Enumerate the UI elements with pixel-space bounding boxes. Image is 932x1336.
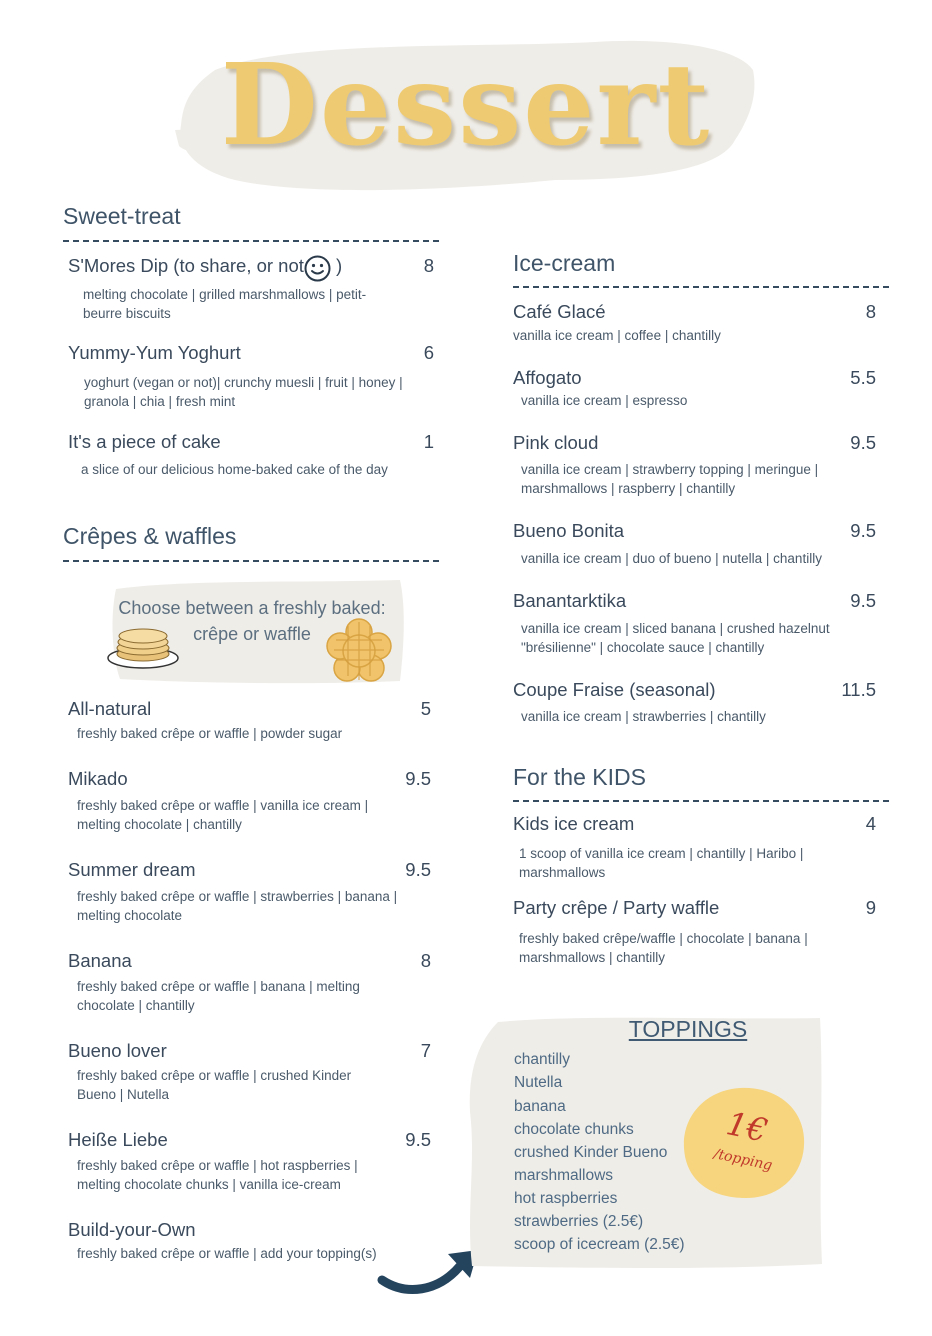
item-description: marshmallows | raspberry | chantilly [521,481,736,496]
item-name: Heiße Liebe [68,1129,168,1150]
item-description: vanilla ice cream | strawberry topping | meringue | [521,462,819,477]
topping-item: scoop of icecream (2.5€) [514,1236,685,1253]
topping-item: banana [514,1098,566,1115]
item-price: 8 [423,255,434,276]
item-description: yoghurt (vegan or not)| crunchy muesli | fruit | honey | [84,375,403,390]
menu-item-party-crepe [513,897,879,967]
menu-item-pink-cloud [513,432,879,502]
menu-item-mikado [68,768,434,838]
item-description: granola | chia | fresh mint [84,394,236,409]
choose-text-line2: crêpe or waffle [193,624,311,644]
item-description: freshly baked crêpe or waffle | banana | melting [77,979,360,994]
section-divider [63,240,439,242]
item-name: Mikado [68,768,128,789]
item-price: 9.5 [405,768,431,789]
item-description: freshly baked crêpe or waffle | powder sugar [77,726,343,741]
item-description: melting chocolate chunks | vanilla ice-cream [77,1177,341,1192]
section-divider [63,560,439,562]
item-description: marshmallows | chantilly [519,950,666,965]
item-price: 4 [865,813,876,834]
item-name: Build-your-Own [68,1219,196,1240]
item-price: 8 [420,950,431,971]
item-price: 5.5 [850,367,876,388]
menu-item-heisse-liebe [68,1129,434,1199]
item-name: Banantarktika [513,590,627,611]
crepe-stack-icon [106,622,180,670]
topping-item: chocolate chunks [514,1121,634,1138]
menu-item-bueno-bonita [513,520,879,570]
item-name: Café Glacé [513,301,606,322]
menu-title: Dessert [220,40,712,171]
item-description: vanilla ice cream | strawberries | chantilly [521,709,766,724]
item-name: Party crêpe / Party waffle [513,897,720,918]
section-divider [513,800,889,802]
item-name: All-natural [68,698,152,719]
item-description: melting chocolate | chantilly [77,817,242,832]
item-price: 11.5 [841,679,876,700]
item-name: Yummy-Yum Yoghurt [68,342,241,363]
section-heading-kids: For the KIDS [513,764,646,790]
item-price: 6 [423,342,434,363]
item-name-suffix: ) [336,255,343,276]
menu-item-banana [68,950,434,1020]
waffle-icon [326,618,392,684]
menu-item-coupe-fraise [513,679,879,729]
item-name: S'Mores Dip (to share, or not [68,255,304,276]
item-description: beurre biscuits [83,306,171,321]
item-description: freshly baked crêpe or waffle | hot raspberries | [77,1158,358,1173]
item-description: marshmallows [519,865,606,880]
item-price: 9 [865,897,876,918]
item-description: melting chocolate | grilled marshmallows | petit- [83,287,367,302]
item-price: 5 [420,698,431,719]
topping-item: hot raspberries [514,1190,618,1207]
item-name: Affogato [513,367,582,388]
menu-item-all-natural [68,698,434,748]
item-price: 8 [865,301,876,322]
item-price: 9.5 [850,590,876,611]
item-name: Summer dream [68,859,196,880]
item-description: freshly baked crêpe or waffle | strawberries | banana | [77,889,398,904]
section-heading-ice-cream: Ice-cream [513,250,616,276]
item-description: vanilla ice cream | espresso [521,393,688,408]
topping-price: 1€ [723,1104,771,1150]
menu-item-banantarktika [513,590,879,660]
menu-item-yummy-yum-yoghurt [68,342,434,412]
item-name: Banana [68,950,132,971]
smiley-icon [304,255,331,282]
section-divider [513,286,889,288]
item-description: freshly baked crêpe or waffle | crushed Kinder [77,1068,352,1083]
topping-item: marshmallows [514,1167,614,1184]
item-description: freshly baked crêpe or waffle | add your topping(s) [77,1246,377,1261]
item-name: Bueno Bonita [513,520,625,541]
topping-price-unit: /topping [712,1146,774,1174]
item-description: melting chocolate [77,908,183,923]
menu-item-summer-dream [68,859,434,929]
topping-item: strawberries (2.5€) [514,1213,644,1230]
item-price: 9.5 [850,520,876,541]
section-heading-crepes-waffles: Crêpes & waffles [63,523,237,549]
item-name: Pink cloud [513,432,599,453]
item-price: 9.5 [405,859,431,880]
menu-item-bueno-lover [68,1040,434,1110]
item-description: freshly baked crêpe/waffle | chocolate | banana | [519,931,808,946]
section-heading-sweet-treat: Sweet-treat [63,203,181,229]
item-description: freshly baked crêpe or waffle | vanilla ice cream | [77,798,369,813]
topping-item: crushed Kinder Bueno [514,1144,668,1161]
item-name: Coupe Fraise (seasonal) [513,679,716,700]
menu-item-smores-dip [68,255,434,325]
item-description: "brésilienne" | chocolate sauce | chantilly [521,640,765,655]
item-description: chocolate | chantilly [77,998,195,1013]
menu-item-kids-ice-cream [513,813,879,883]
topping-item: Nutella [514,1074,563,1091]
item-name: It's a piece of cake [68,431,221,452]
choose-text-line1: Choose between a freshly baked: [118,598,386,618]
menu-item-cafe-glace [513,301,879,351]
item-name: Kids ice cream [513,813,635,834]
menu-item-piece-of-cake [68,431,434,481]
menu-item-affogato [513,367,879,417]
item-price: 9.5 [850,432,876,453]
item-description: vanilla ice cream | coffee | chantilly [513,328,721,343]
item-description: Bueno | Nutella [77,1087,170,1102]
item-description: vanilla ice cream | duo of bueno | nutella | chantilly [521,551,822,566]
item-name: Bueno lover [68,1040,167,1061]
toppings-heading: TOPPINGS [628,1016,748,1042]
item-price: 9.5 [405,1129,431,1150]
topping-item: chantilly [514,1051,570,1068]
item-price: 7 [420,1040,431,1061]
item-description: a slice of our delicious home-baked cake of the day [81,462,388,477]
item-price: 1 [423,431,434,452]
item-description: 1 scoop of vanilla ice cream | chantilly | Haribo | [519,846,804,861]
item-description: vanilla ice cream | sliced banana | crushed hazelnut [521,621,830,636]
